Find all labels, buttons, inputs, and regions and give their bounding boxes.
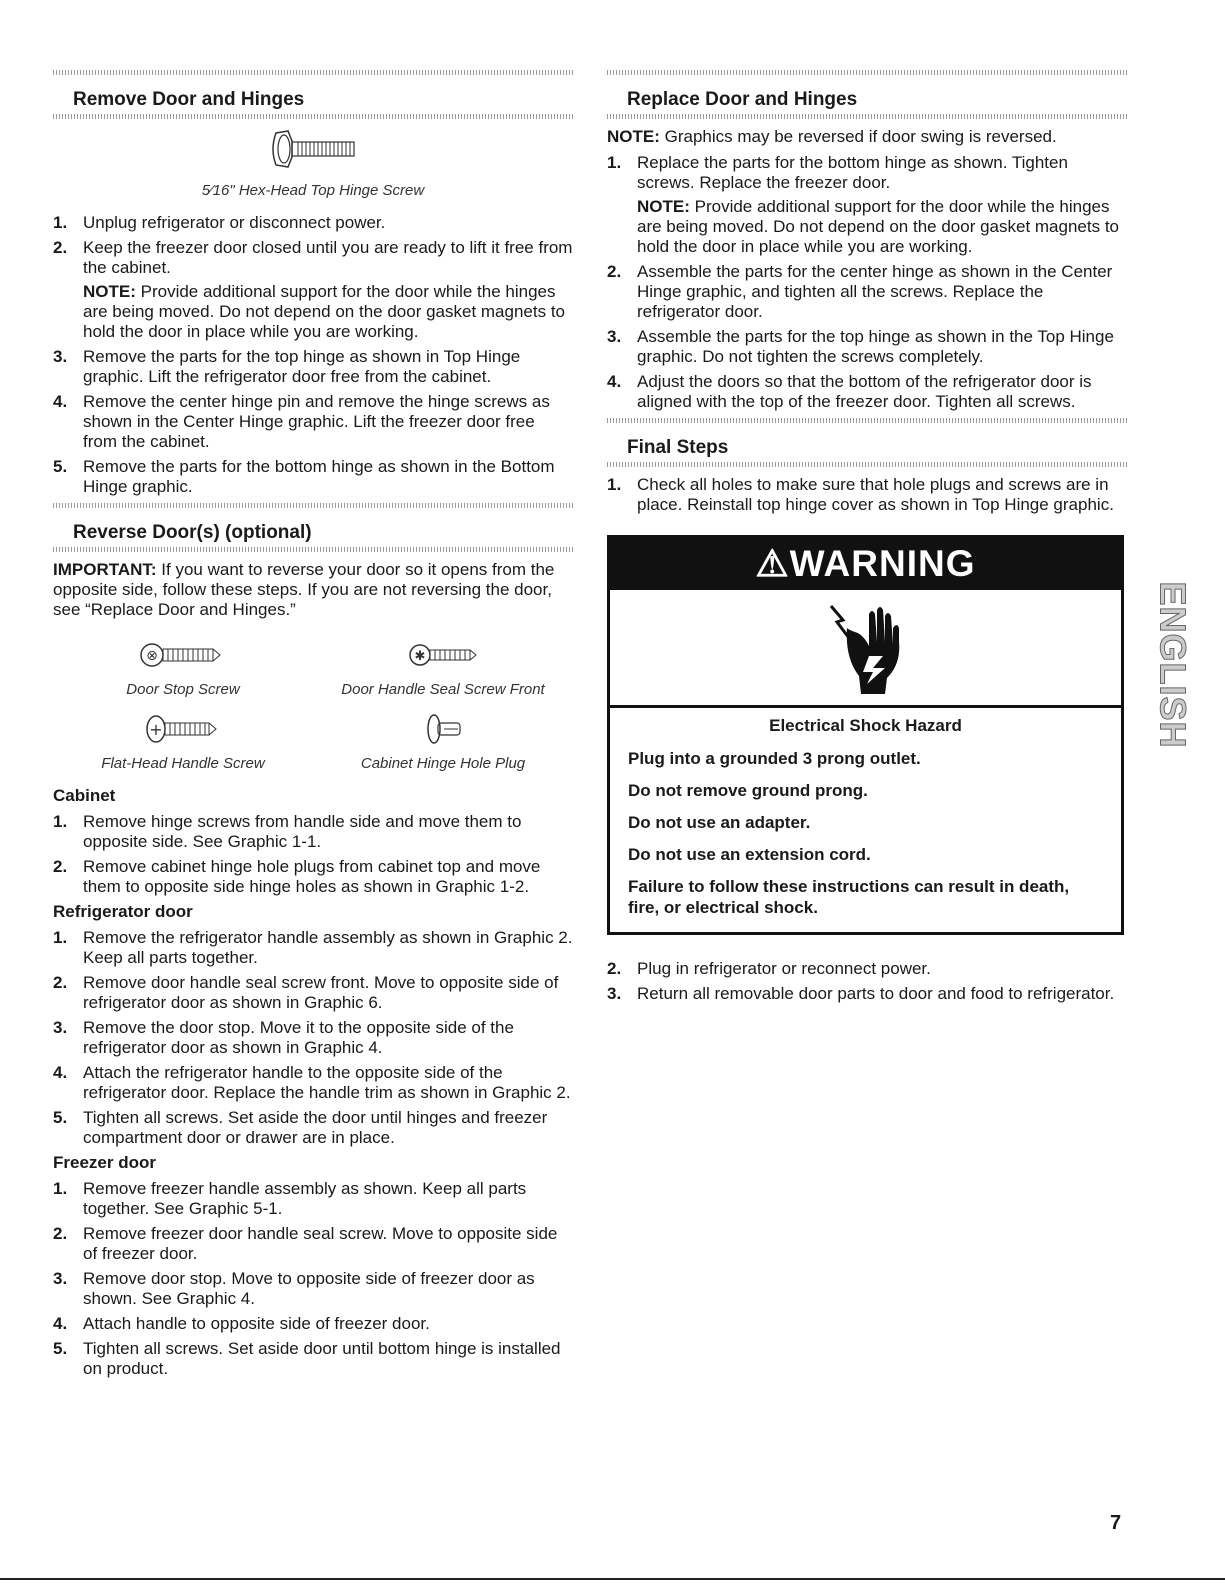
warning-text — [610, 708, 1121, 932]
cabinet-steps-list — [53, 812, 573, 897]
left-column — [53, 70, 573, 1384]
freezer-door-steps-list — [53, 1179, 573, 1379]
section-rule — [53, 547, 573, 552]
hex-head-screw-caption: 5⁄16" Hex-Head Top Hinge Screw — [201, 182, 425, 199]
list-item: 5. Remove the parts for the bottom hinge as shown in the Bottom Hinge graphic. — [53, 457, 555, 496]
bottom-rule — [0, 1578, 1225, 1580]
warning-triangle-icon: ⚠ — [755, 543, 790, 584]
note: NOTE: Provide additional support for the door while the hinges are being moved. Do not depend on the door gasket magnets to hold the door in place while you are working. — [637, 197, 1119, 256]
list-item: 1. Unplug refrigerator or disconnect power. — [53, 213, 386, 232]
refrigerator-door-steps-list — [53, 928, 573, 1148]
door-handle-seal-screw-caption: Door Handle Seal Screw Front — [341, 681, 545, 698]
language-side-tab — [1152, 565, 1194, 765]
shock-hazard-icon-area — [610, 590, 1121, 708]
screw-figures — [53, 638, 573, 772]
note: NOTE: Provide additional support for the door while the hinges are being moved. Do not depend on the door gasket magnets to hold the door in place while you are working. — [83, 282, 565, 341]
freezer-door-heading: Freezer door — [53, 1153, 156, 1172]
electrical-shock-icon — [811, 598, 921, 698]
list-item: 2. Plug in refrigerator or reconnect power. — [607, 959, 931, 978]
list-item: 1. Check all holes to make sure that hole plugs and screws are in place. Reinstall top hinge cover as shown in Top Hinge graphic. — [607, 475, 1114, 514]
list-item: 2. Remove door handle seal screw front. Move to opposite side of refrigerator door as shown in Graphic 6. — [53, 973, 559, 1012]
list-item: 5. Tighten all screws. Set aside the door until hinges and freezer compartment door or drawer are in place. — [53, 1108, 548, 1147]
list-item: 2. Assemble the parts for the center hinge as shown in the Center Hinge graphic, and tighten all the screws. Replace the refrigerator door. — [607, 262, 1113, 321]
list-item: 3. Remove the door stop. Move it to the opposite side of the refrigerator door as shown in Graphic 4. — [53, 1018, 514, 1057]
replace-note: NOTE: Graphics may be reversed if door swing is reversed. — [607, 127, 1057, 146]
list-item: 1. Remove freezer handle assembly as shown. Keep all parts together. See Graphic 5-1. — [53, 1179, 527, 1218]
svg-text:✱: ✱ — [414, 649, 426, 664]
svg-text:+: + — [149, 720, 163, 739]
section-rule — [53, 114, 573, 119]
list-item: 3. Return all removable door parts to door and food to refrigerator. — [607, 984, 1115, 1003]
list-item: 4. Remove the center hinge pin and remove the hinge screws as shown in the Center Hinge graphic. Lift the freezer door free from the cabinet. — [53, 392, 550, 451]
svg-text:⊗: ⊗ — [146, 648, 158, 664]
door-stop-screw-figure — [53, 638, 313, 698]
hole-plug-icon — [398, 712, 488, 746]
list-item: 1. Replace the parts for the bottom hinge as shown. Tighten screws. Replace the freezer door. NOTE: Provide additional support for the door while the hinges are being moved. Do not depend on the door gasket magnets to hold the door in place while you are working. — [607, 153, 1127, 257]
warning-line: Do not remove ground prong. — [628, 781, 868, 800]
warning-line: Do not use an extension cord. — [628, 845, 871, 864]
warning-line: Plug into a grounded 3 prong outlet. — [628, 749, 921, 768]
hex-head-screw-icon — [268, 127, 358, 171]
final-steps-list-continued — [607, 959, 1127, 1004]
door-stop-screw-caption: Door Stop Screw — [126, 681, 240, 698]
flat-head-screw-icon — [138, 712, 228, 746]
door-handle-seal-screw-figure — [313, 638, 573, 698]
final-steps-heading: Final Steps — [627, 437, 729, 458]
warning-title: Electrical Shock Hazard — [769, 716, 962, 735]
page-number: 7 — [1110, 1512, 1122, 1534]
replace-door-hinges-heading: Replace Door and Hinges — [627, 89, 858, 110]
cabinet-hinge-hole-plug-caption: Cabinet Hinge Hole Plug — [360, 755, 526, 772]
section-rule — [607, 114, 1127, 119]
side-tab-label: ENGLISH — [1152, 581, 1194, 749]
handle-seal-screw-icon — [398, 638, 488, 672]
warning-banner: ⚠WARNING — [610, 538, 1121, 590]
warning-line: Failure to follow these instructions can result in death, fire, or electrical shock. — [628, 877, 1070, 917]
warning-box — [607, 535, 1124, 935]
reverse-doors-heading: Reverse Door(s) (optional) — [73, 522, 312, 543]
flat-head-handle-screw-caption: Flat-Head Handle Screw — [101, 755, 265, 772]
list-item: 1. Remove the refrigerator handle assembly as shown in Graphic 2. Keep all parts together. — [53, 928, 573, 967]
list-item: 4. Attach the refrigerator handle to the opposite side of the refrigerator door. Replace the handle trim as shown in Graphic 2. — [53, 1063, 571, 1102]
important-paragraph: IMPORTANT: If you want to reverse your door so it opens from the opposite side, follow these steps. If you are not reversing the door, see “Replace Door and Hinges.” — [53, 560, 555, 619]
list-item: 5. Tighten all screws. Set aside door until bottom hinge is installed on product. — [53, 1339, 561, 1378]
list-item: 2. Remove freezer door handle seal screw. Move to opposite side of freezer door. — [53, 1224, 558, 1263]
list-item: 2. Keep the freezer door closed until you are ready to lift it free from the cabinet. NOTE: Provide additional support for the door while the hinges are being moved. Do not depend on the door gasket magnets to hold the door in place while you are working. — [53, 238, 573, 341]
list-item: 4. Adjust the doors so that the bottom of the refrigerator door is aligned with the top of the freezer door. Tighten all screws. — [607, 372, 1092, 411]
hex-head-screw-figure — [53, 127, 573, 199]
flat-head-handle-screw-figure — [53, 712, 313, 772]
list-item: 3. Remove door stop. Move to opposite side of freezer door as shown. See Graphic 4. — [53, 1269, 535, 1308]
cabinet-hinge-hole-plug-figure — [313, 712, 573, 772]
remove-steps-list — [53, 213, 573, 497]
list-item: 3. Remove the parts for the top hinge as shown in Top Hinge graphic. Lift the refrigerator door free from the cabinet. — [53, 347, 521, 386]
final-steps-list — [607, 475, 1127, 515]
door-stop-screw-icon — [138, 638, 228, 672]
list-item: 3. Assemble the parts for the top hinge as shown in the Top Hinge graphic. Do not tighten the screws completely. — [607, 327, 1114, 366]
section-rule — [607, 462, 1127, 467]
cabinet-heading: Cabinet — [53, 786, 116, 805]
refrigerator-door-heading: Refrigerator door — [53, 902, 193, 921]
list-item: 2. Remove cabinet hinge hole plugs from cabinet top and move them to opposite side hinge holes as shown in Graphic 1-2. — [53, 857, 541, 896]
remove-door-hinges-heading: Remove Door and Hinges — [73, 89, 305, 110]
right-column — [607, 70, 1127, 1009]
replace-steps-list — [607, 153, 1127, 412]
list-item: 4. Attach handle to opposite side of freezer door. — [53, 1314, 430, 1333]
list-item: 1. Remove hinge screws from handle side and move them to opposite side. See Graphic 1-1. — [53, 812, 522, 851]
warning-line: Do not use an adapter. — [628, 813, 811, 832]
